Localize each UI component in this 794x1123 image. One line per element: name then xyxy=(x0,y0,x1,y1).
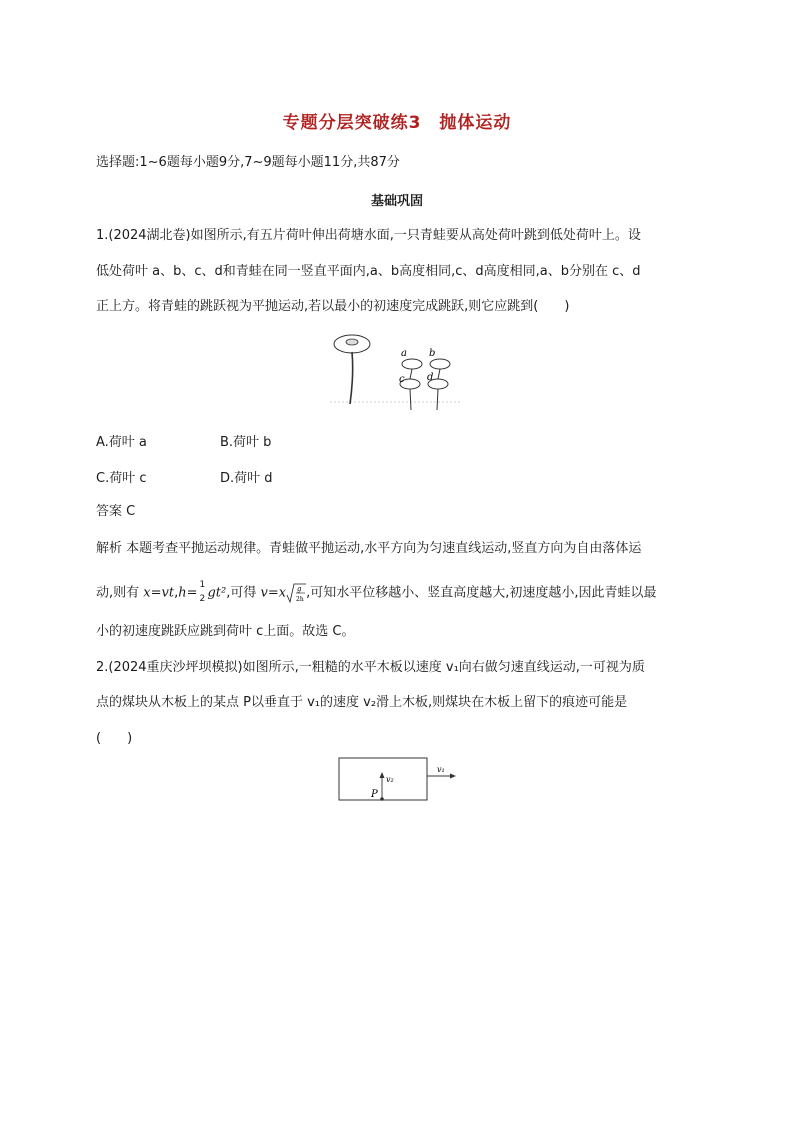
lotus-figure xyxy=(330,330,460,410)
board-figure xyxy=(336,756,460,804)
analysis-text-a: 动,则有 xyxy=(96,585,144,601)
q1-analysis-line1: 解析 本题考查平抛运动规律。青蛙做平抛运动,水平方向为匀速直线运动,竖直方向为自由落体运 xyxy=(96,541,642,556)
q1-analysis-line2: 动,则有 x=vt,h= 1 2 gt²,可得 v=x g 2h ,可知水平位移越小、竖直高度越大,初速度越小,因此青蛙以最 xyxy=(96,582,656,604)
label-c: c xyxy=(399,374,405,385)
frac-num: 1 xyxy=(199,580,206,590)
sqrt-num: g xyxy=(297,585,302,593)
q1-line1: 1.(2024湖北卷)如图所示,有五片荷叶伸出荷塘水面,一只青蛙要从高处荷叶跳到低处荷叶上。设 xyxy=(96,228,641,243)
analysis-text-c: ,可知水平位移越小、竖直高度越大,初速度越小,因此青蛙以最 xyxy=(306,585,657,601)
q1-option-d: D.荷叶 d xyxy=(220,471,273,486)
label-v1: v₁ xyxy=(437,765,445,774)
q1-answer: 答案 C xyxy=(96,504,136,519)
q2-line3: ( ) xyxy=(96,731,133,746)
q1-option-a: A.荷叶 a xyxy=(96,435,147,450)
formula-h: h= xyxy=(178,585,198,601)
q1-line3: 正上方。将青蛙的跳跃视为平抛运动,若以最小的初速度完成跳跃,则它应跳到( ) xyxy=(96,299,570,314)
q1-option-c: C.荷叶 c xyxy=(96,471,147,486)
sqrt-den: 2h xyxy=(296,596,304,603)
label-a: a xyxy=(401,348,407,359)
label-b: b xyxy=(429,348,436,359)
q1-line2: 低处荷叶 a、b、c、d和青蛙在同一竖直平面内,a、b高度相同,c、d高度相同,a、b分别在 c、d xyxy=(96,264,641,279)
frac-den: 2 xyxy=(199,594,206,604)
label-d: d xyxy=(427,372,434,383)
analysis-text-b: ,可得 xyxy=(226,585,261,601)
sqrt-expression xyxy=(286,582,306,604)
q1-analysis-line3: 小的初速度跳跃应跳到荷叶 c上面。故选 C。 xyxy=(96,624,355,639)
intro-text: 选择题:1~6题每小题9分,7~9题每小题11分,共87分 xyxy=(96,155,400,170)
q2-line1: 2.(2024重庆沙坪坝模拟)如图所示,一粗糙的水平木板以速度 v₁向右做匀速直线运动,一可视为质 xyxy=(96,660,645,675)
page-title: 专题分层突破练3 抛体运动 xyxy=(282,113,512,133)
label-p: P xyxy=(371,789,378,800)
formula-v: v=x xyxy=(260,585,287,601)
formula-gt: gt² xyxy=(207,585,227,601)
q2-line2: 点的煤块从木板上的某点 P以垂直于 v₁的速度 v₂滑上木板,则煤块在木板上留下的痕迹可能是 xyxy=(96,695,628,710)
q1-option-b: B.荷叶 b xyxy=(220,435,272,450)
section-heading: 基础巩固 xyxy=(370,194,423,209)
label-v2: v₂ xyxy=(386,775,394,784)
fraction-half xyxy=(197,580,207,604)
formula-x: x=vt xyxy=(143,585,175,601)
